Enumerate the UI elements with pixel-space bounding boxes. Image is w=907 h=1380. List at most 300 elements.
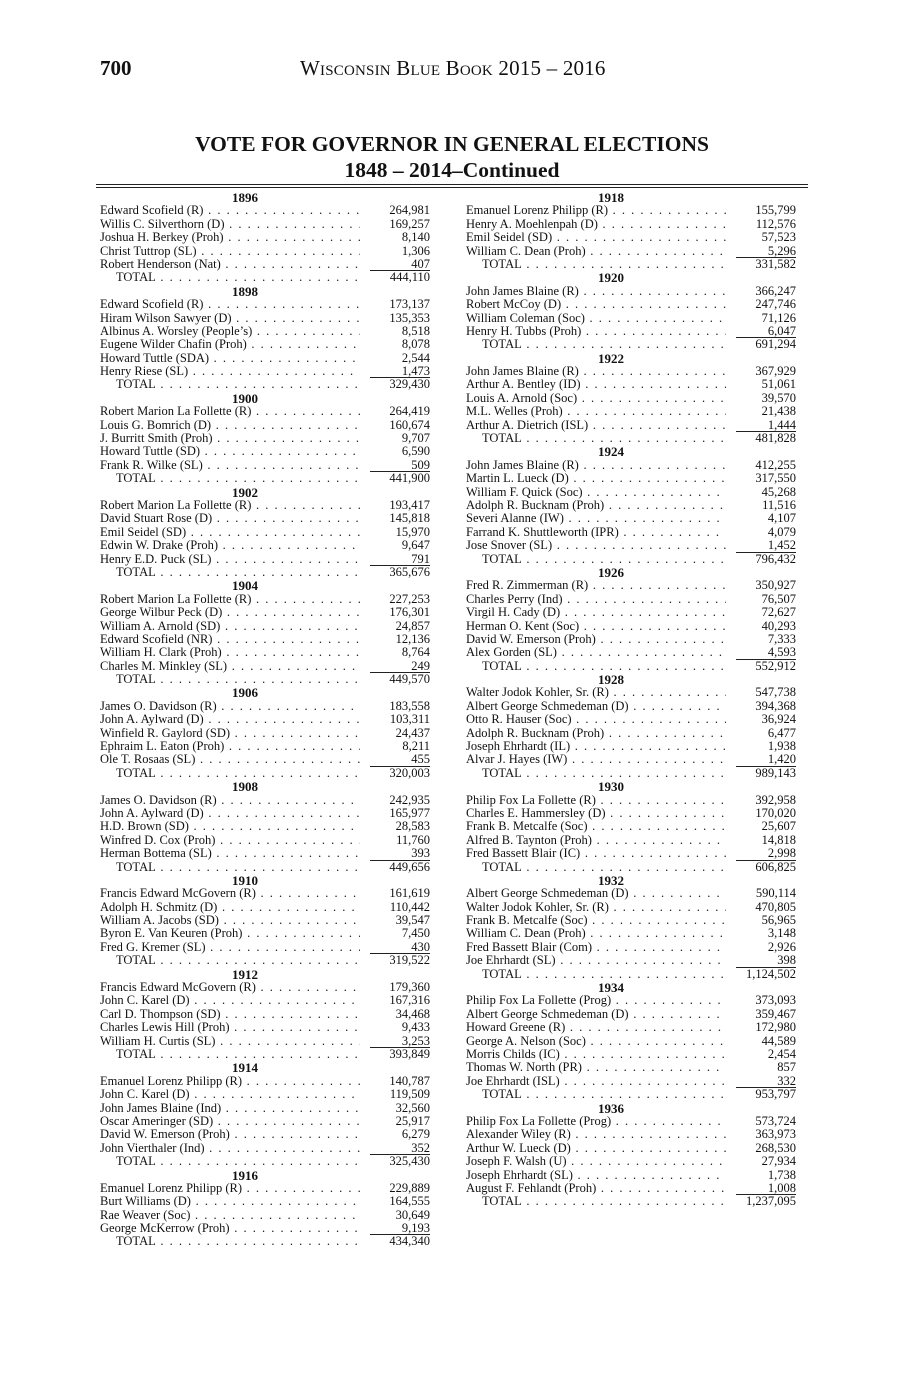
candidate-name: David Stuart Rose (D) . . . — [100, 512, 360, 525]
vote-count: 51,061 — [761, 377, 796, 392]
candidate-name: Walter Jodok Kohler, Sr. (R) . . . — [466, 901, 726, 914]
candidate-votes — [366, 1088, 430, 1101]
candidate-votes — [732, 620, 796, 633]
candidate-name: Morris Childs (IC) . . . — [466, 1048, 726, 1061]
candidate-votes — [732, 1075, 796, 1088]
total-label: TOTAL . . . — [466, 1195, 726, 1208]
total-votes: 989,143 — [732, 767, 796, 780]
candidate-votes — [366, 646, 430, 659]
vote-count: 363,973 — [755, 1127, 796, 1142]
candidate-name: Howard Greene (R) . . . — [466, 1021, 726, 1034]
total-label: TOTAL . . . — [100, 767, 360, 780]
candidate-name: William H. Curtis (SL) . . . — [100, 1035, 360, 1048]
year-heading: 1904 — [232, 578, 258, 594]
candidate-row — [466, 298, 796, 311]
candidate-row — [100, 1102, 430, 1115]
candidate-row — [466, 727, 796, 740]
total-label: TOTAL . . . — [100, 566, 360, 579]
candidate-row — [466, 539, 796, 552]
candidate-votes — [366, 325, 430, 338]
candidate-name: Henry E.D. Puck (SL) . . . — [100, 553, 360, 566]
year-heading: 1928 — [598, 672, 624, 688]
total-votes: 444,110 — [366, 271, 430, 284]
year-heading: 1934 — [598, 980, 624, 996]
candidate-name: William A. Arnold (SD) . . . — [100, 620, 360, 633]
vote-count: 412,255 — [755, 457, 796, 472]
vote-count: 791 — [370, 553, 430, 566]
vote-count: 398 — [736, 954, 796, 967]
election-year-block — [100, 191, 430, 285]
candidate-votes — [366, 553, 430, 566]
candidate-votes — [366, 539, 430, 552]
candidate-votes — [366, 847, 430, 860]
candidate-name: William A. Jacobs (SD) . . . — [100, 914, 360, 927]
candidate-row — [100, 981, 430, 994]
candidate-row — [100, 794, 430, 807]
candidate-name: Ole T. Rosaas (SL) . . . — [100, 753, 360, 766]
total-votes: 319,522 — [366, 954, 430, 967]
candidate-name: George A. Nelson (Soc) . . . — [466, 1035, 726, 1048]
candidate-row — [466, 204, 796, 217]
candidate-row — [100, 325, 430, 338]
candidate-votes — [732, 325, 796, 338]
candidate-row — [100, 820, 430, 833]
candidate-votes — [366, 1075, 430, 1088]
election-year-block — [100, 1169, 430, 1249]
candidate-name: Howard Tuttle (SD) . . . — [100, 445, 360, 458]
candidate-row — [100, 245, 430, 258]
vote-count: 430 — [370, 941, 430, 954]
candidate-name: Winfield R. Gaylord (SD) . . . — [100, 727, 360, 740]
candidate-name: Herman Bottema (SL) . . . — [100, 847, 360, 860]
year-heading: 1918 — [598, 190, 624, 205]
candidate-row — [100, 847, 430, 860]
vote-count: 2,926 — [767, 939, 796, 954]
candidate-name: Carl D. Thompson (SD) . . . — [100, 1008, 360, 1021]
title-line-1: VOTE FOR GOVERNOR IN GENERAL ELECTIONS — [195, 132, 709, 156]
candidate-votes — [366, 352, 430, 365]
vote-count: 160,674 — [389, 417, 430, 432]
candidate-name: Christ Tuttrop (SL) . . . — [100, 245, 360, 258]
candidate-votes — [366, 204, 430, 217]
election-year-block — [466, 780, 796, 874]
year-heading: 1900 — [232, 390, 258, 406]
candidate-row — [466, 459, 796, 472]
vote-count: 247,746 — [755, 297, 796, 312]
vote-count: 11,760 — [396, 832, 430, 847]
total-label: TOTAL . . . — [466, 338, 726, 351]
candidate-name: Henry H. Tubbs (Proh) . . . — [466, 325, 726, 338]
candidate-row — [100, 620, 430, 633]
candidate-votes — [732, 459, 796, 472]
candidate-row — [100, 1035, 430, 1048]
total-label: TOTAL . . . — [100, 378, 360, 391]
candidate-name: Robert Marion La Follette (R) . . . — [100, 593, 360, 606]
candidate-name: Frank B. Metcalfe (Soc) . . . — [466, 820, 726, 833]
vote-count: 32,560 — [395, 1100, 430, 1115]
candidate-votes — [366, 512, 430, 525]
candidate-votes — [366, 365, 430, 378]
vote-count: 135,353 — [389, 310, 430, 325]
candidate-row — [100, 1142, 430, 1155]
vote-count: 15,970 — [395, 524, 430, 539]
candidate-row — [100, 740, 430, 753]
year-heading: 1920 — [598, 270, 624, 286]
candidate-name: James O. Davidson (R) . . . — [100, 794, 360, 807]
total-votes: 796,432 — [732, 553, 796, 566]
total-label: TOTAL . . . — [466, 861, 726, 874]
candidate-row — [466, 700, 796, 713]
vote-count: 25,607 — [761, 819, 796, 834]
candidate-votes — [366, 1222, 430, 1235]
total-label: TOTAL . . . — [100, 1155, 360, 1168]
total-votes: 691,294 — [732, 338, 796, 351]
candidate-row — [100, 807, 430, 820]
candidate-row — [466, 927, 796, 940]
candidate-row — [466, 686, 796, 699]
election-year-block — [466, 271, 796, 351]
vote-count: 2,544 — [401, 350, 430, 365]
title-rule-top — [96, 184, 808, 185]
candidate-name: Arthur A. Bentley (ID) . . . — [466, 378, 726, 391]
vote-count: 44,589 — [761, 1033, 796, 1048]
vote-count: 8,211 — [402, 739, 430, 754]
vote-count: 8,140 — [401, 230, 430, 245]
candidate-name: Howard Tuttle (SDA) . . . — [100, 352, 360, 365]
candidate-row — [466, 1075, 796, 1088]
candidate-name: John James Blaine (R) . . . — [466, 459, 726, 472]
candidate-row — [466, 847, 796, 860]
candidate-name: Edward Scofield (R) . . . — [100, 298, 360, 311]
election-year-block — [466, 352, 796, 446]
candidate-name: Arthur A. Dietrich (ISL) . . . — [466, 419, 726, 432]
year-heading: 1908 — [232, 779, 258, 795]
candidate-votes — [732, 1008, 796, 1021]
title-line-2: 1848 – 2014–Continued — [344, 158, 560, 182]
candidate-name: Albert George Schmedeman (D) . . . — [466, 887, 726, 900]
candidate-votes — [366, 794, 430, 807]
candidate-votes — [366, 820, 430, 833]
candidate-row — [100, 231, 430, 244]
total-votes: 1,124,502 — [732, 968, 796, 981]
election-year-block — [100, 285, 430, 392]
candidate-name: John James Blaine (R) . . . — [466, 365, 726, 378]
total-votes: 481,828 — [732, 432, 796, 445]
total-label: TOTAL . . . — [100, 1048, 360, 1061]
vote-count: 227,253 — [389, 591, 430, 606]
candidate-row — [100, 204, 430, 217]
candidate-votes — [732, 1061, 796, 1074]
total-label: TOTAL . . . — [100, 271, 360, 284]
candidate-row — [100, 1115, 430, 1128]
total-label: TOTAL . . . — [100, 954, 360, 967]
candidate-row — [100, 539, 430, 552]
candidate-votes — [732, 285, 796, 298]
election-year-block — [100, 686, 430, 780]
candidate-row — [100, 660, 430, 673]
candidate-name: Alfred B. Taynton (Proh) . . . — [466, 834, 726, 847]
vote-count: 8,764 — [401, 645, 430, 660]
candidate-name: Hiram Wilson Sawyer (D) . . . — [100, 312, 360, 325]
candidate-row — [100, 365, 430, 378]
candidate-votes — [366, 258, 430, 271]
candidate-name: John James Blaine (R) . . . — [466, 285, 726, 298]
candidate-row — [100, 1209, 430, 1222]
candidate-name: Emanuel Lorenz Philipp (R) . . . — [100, 1182, 360, 1195]
candidate-votes — [732, 231, 796, 244]
total-label: TOTAL . . . — [466, 1088, 726, 1101]
candidate-row — [466, 1035, 796, 1048]
year-heading: 1936 — [598, 1100, 624, 1116]
candidate-row — [466, 325, 796, 338]
vote-count: 5,296 — [736, 245, 796, 258]
candidate-row — [466, 245, 796, 258]
candidate-row — [466, 419, 796, 432]
total-votes: 552,912 — [732, 660, 796, 673]
vote-count: 71,126 — [761, 310, 796, 325]
vote-count: 27,934 — [761, 1154, 796, 1169]
total-row — [466, 1195, 796, 1208]
candidate-votes — [366, 941, 430, 954]
candidate-row — [466, 633, 796, 646]
vote-count: 1,306 — [401, 243, 430, 258]
candidate-votes — [732, 606, 796, 619]
candidate-name: John James Blaine (Ind) . . . — [100, 1102, 360, 1115]
candidate-row — [466, 1061, 796, 1074]
vote-count: 140,787 — [389, 1073, 430, 1088]
total-label: TOTAL . . . — [100, 673, 360, 686]
candidate-name: George Wilbur Peck (D) . . . — [100, 606, 360, 619]
page-number: 700 — [100, 56, 132, 80]
candidate-row — [100, 352, 430, 365]
candidate-votes — [732, 954, 796, 967]
vote-count: 39,547 — [395, 913, 430, 928]
vote-count: 1,738 — [767, 1167, 796, 1182]
candidate-name: Jose Snover (SL) . . . — [466, 539, 726, 552]
vote-count: 264,419 — [389, 404, 430, 419]
candidate-name: John Vierthaler (Ind) . . . — [100, 1142, 360, 1155]
candidate-name: Frank R. Wilke (SL) . . . — [100, 459, 360, 472]
candidate-name: M.L. Welles (Proh) . . . — [466, 405, 726, 418]
vote-count: 161,619 — [389, 886, 430, 901]
vote-count: 169,257 — [389, 216, 430, 231]
candidate-name: Virgil H. Cady (D) . . . — [466, 606, 726, 619]
candidate-name: Albert George Schmedeman (D) . . . — [466, 700, 726, 713]
candidate-votes — [732, 901, 796, 914]
vote-count: 176,301 — [389, 605, 430, 620]
candidate-name: Fred G. Kremer (SL) . . . — [100, 941, 360, 954]
candidate-name: William C. Dean (Proh) . . . — [466, 245, 726, 258]
candidate-row — [466, 753, 796, 766]
total-row — [466, 1088, 796, 1101]
vote-count: 857 — [777, 1060, 796, 1075]
vote-count: 9,647 — [401, 538, 430, 553]
vote-count: 172,980 — [755, 1020, 796, 1035]
total-row — [466, 258, 796, 271]
candidate-name: Farrand K. Shuttleworth (IPR) . . . — [466, 526, 726, 539]
total-row — [100, 472, 430, 485]
vote-count: 392,958 — [755, 792, 796, 807]
candidate-votes — [732, 740, 796, 753]
candidate-name: Emil Seidel (SD) . . . — [466, 231, 726, 244]
candidate-votes — [366, 218, 430, 231]
candidate-name: William F. Quick (Soc) . . . — [466, 486, 726, 499]
candidate-votes — [366, 807, 430, 820]
candidate-votes — [366, 914, 430, 927]
candidate-name: Robert Henderson (Nat) . . . — [100, 258, 360, 271]
year-heading: 1930 — [598, 779, 624, 795]
candidate-name: Robert Marion La Follette (R) . . . — [100, 499, 360, 512]
candidate-votes — [366, 298, 430, 311]
vote-count: 45,268 — [761, 484, 796, 499]
candidate-votes — [732, 392, 796, 405]
candidate-name: Emanuel Lorenz Philipp (R) . . . — [466, 204, 726, 217]
candidate-row — [100, 834, 430, 847]
candidate-votes — [366, 633, 430, 646]
candidate-row — [100, 713, 430, 726]
election-year-block — [466, 191, 796, 271]
candidate-votes — [732, 1142, 796, 1155]
vote-count: 2,454 — [767, 1047, 796, 1061]
candidate-row — [100, 526, 430, 539]
candidate-row — [466, 1169, 796, 1182]
candidate-votes — [732, 1128, 796, 1141]
candidate-votes — [732, 1169, 796, 1182]
candidate-row — [100, 1128, 430, 1141]
vote-count: 1,452 — [736, 539, 796, 552]
total-votes: 606,825 — [732, 861, 796, 874]
vote-count: 25,917 — [395, 1113, 430, 1128]
left-column — [100, 191, 430, 1249]
vote-count: 1,008 — [736, 1182, 796, 1195]
total-votes: 449,656 — [366, 861, 430, 874]
candidate-name: August F. Fehlandt (Proh) . . . — [466, 1182, 726, 1195]
candidate-votes — [366, 1195, 430, 1208]
total-row — [466, 767, 796, 780]
candidate-row — [466, 994, 796, 1007]
vote-count: 455 — [370, 753, 430, 766]
vote-count: 6,590 — [401, 444, 430, 459]
candidate-name: J. Burritt Smith (Proh) . . . — [100, 432, 360, 445]
candidate-name: David W. Emerson (Proh) . . . — [100, 1128, 360, 1141]
candidate-name: Adolph R. Bucknam (Proh) . . . — [466, 727, 726, 740]
candidate-votes — [366, 1008, 430, 1021]
candidate-votes — [366, 231, 430, 244]
candidate-row — [466, 218, 796, 231]
candidate-votes — [366, 660, 430, 673]
candidate-name: Joshua H. Berkey (Proh) . . . — [100, 231, 360, 244]
candidate-name: Robert McCoy (D) . . . — [466, 298, 726, 311]
candidate-name: Winfred D. Cox (Proh) . . . — [100, 834, 360, 847]
candidate-name: Frank B. Metcalfe (Soc) . . . — [466, 914, 726, 927]
candidate-row — [466, 1021, 796, 1034]
total-label: TOTAL . . . — [100, 472, 360, 485]
candidate-row — [100, 1182, 430, 1195]
candidate-name: Charles E. Hammersley (D) . . . — [466, 807, 726, 820]
year-heading: 1926 — [598, 564, 624, 580]
candidate-votes — [366, 1128, 430, 1141]
candidate-row — [466, 312, 796, 325]
election-year-block — [100, 968, 430, 1062]
total-row — [100, 861, 430, 874]
total-label: TOTAL . . . — [466, 660, 726, 673]
candidate-name: Burt Williams (D) . . . — [100, 1195, 360, 1208]
vote-count: 39,570 — [761, 390, 796, 405]
vote-count: 332 — [736, 1075, 796, 1088]
candidate-votes — [732, 419, 796, 432]
vote-count: 24,437 — [395, 725, 430, 740]
vote-count: 6,477 — [767, 725, 796, 740]
year-heading: 1924 — [598, 444, 624, 460]
vote-count: 242,935 — [389, 792, 430, 807]
page-title — [96, 131, 808, 183]
candidate-row — [100, 1075, 430, 1088]
candidate-name: Fred Bassett Blair (Com) . . . — [466, 941, 726, 954]
candidate-name: Francis Edward McGovern (R) . . . — [100, 981, 360, 994]
vote-count: 11,516 — [762, 497, 796, 512]
candidate-votes — [732, 713, 796, 726]
vote-count: 7,450 — [401, 926, 430, 941]
vote-count: 179,360 — [389, 980, 430, 995]
candidate-votes — [732, 472, 796, 485]
total-row — [100, 767, 430, 780]
vote-count: 145,818 — [389, 511, 430, 526]
candidate-name: Philip Fox La Follette (Prog) . . . — [466, 994, 726, 1007]
candidate-row — [100, 901, 430, 914]
candidate-row — [466, 285, 796, 298]
candidate-row — [466, 834, 796, 847]
candidate-row — [100, 727, 430, 740]
candidate-name: Arthur W. Lueck (D) . . . — [466, 1142, 726, 1155]
candidate-votes — [732, 727, 796, 740]
candidate-votes — [732, 847, 796, 860]
candidate-votes — [366, 1142, 430, 1155]
candidate-row — [100, 258, 430, 271]
vote-count: 352 — [370, 1142, 430, 1155]
candidate-row — [466, 740, 796, 753]
vote-count: 359,467 — [755, 1006, 796, 1021]
vote-count: 393 — [370, 847, 430, 860]
vote-count: 373,093 — [755, 993, 796, 1008]
candidate-name: H.D. Brown (SD) . . . — [100, 820, 360, 833]
candidate-row — [100, 1008, 430, 1021]
candidate-row — [466, 941, 796, 954]
candidate-row — [466, 794, 796, 807]
candidate-row — [100, 753, 430, 766]
candidate-votes — [732, 579, 796, 592]
candidate-name: Martin L. Lueck (D) . . . — [466, 472, 726, 485]
candidate-row — [100, 338, 430, 351]
candidate-votes — [732, 512, 796, 525]
vote-count: 1,938 — [767, 739, 796, 754]
total-row — [100, 1048, 430, 1061]
candidate-votes — [732, 633, 796, 646]
candidate-name: Alexander Wiley (R) . . . — [466, 1128, 726, 1141]
candidate-votes — [732, 204, 796, 217]
election-year-block — [100, 486, 430, 580]
candidate-name: William Coleman (Soc) . . . — [466, 312, 726, 325]
candidate-votes — [366, 459, 430, 472]
vote-count: 8,078 — [401, 337, 430, 352]
candidate-name: Rae Weaver (Soc) . . . — [100, 1209, 360, 1222]
vote-count: 1,444 — [736, 419, 796, 432]
candidate-votes — [732, 914, 796, 927]
candidate-row — [466, 1182, 796, 1195]
candidate-votes — [732, 994, 796, 1007]
total-label: TOTAL . . . — [100, 861, 360, 874]
candidate-name: Walter Jodok Kohler, Sr. (R) . . . — [466, 686, 726, 699]
vote-count: 112,576 — [755, 216, 796, 231]
